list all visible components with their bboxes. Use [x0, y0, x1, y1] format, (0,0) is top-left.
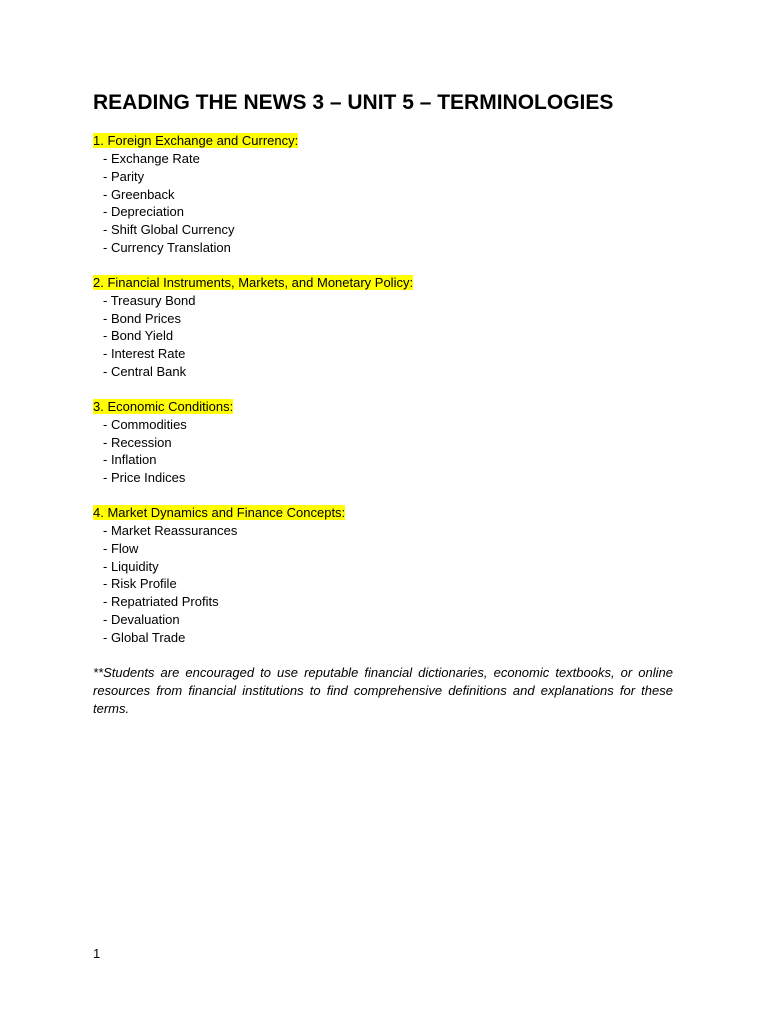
- highlighted-heading-text: 4. Market Dynamics and Finance Concepts:: [93, 504, 346, 520]
- list-item: - Devaluation: [103, 611, 180, 627]
- list-item: - Recession: [103, 434, 172, 450]
- term-list: [93, 292, 673, 381]
- list-item: - Bond Yield: [103, 328, 174, 344]
- list-item: - Commodities: [103, 416, 187, 432]
- study-note: **Students are encouraged to use reputable financial dictionaries, economic textbooks, or online resources from financial institutions to find comprehensive definitions and explanations for these terms.: [93, 664, 673, 716]
- list-item: - Inflation: [103, 452, 157, 468]
- section-financial-instruments: [93, 274, 673, 381]
- list-item: - Parity: [103, 168, 145, 184]
- list-item: - Depreciation: [103, 204, 184, 220]
- term-list: [93, 150, 673, 257]
- list-item: - Repatriated Profits: [103, 594, 219, 610]
- list-item: - Exchange Rate: [103, 151, 200, 166]
- list-item: - Treasury Bond: [103, 292, 196, 308]
- list-item: - Greenback: [103, 186, 175, 202]
- document-title: READING THE NEWS 3 – UNIT 5 – TERMINOLOGIES: [93, 91, 614, 114]
- list-item: - Price Indices: [103, 470, 186, 486]
- section-heading: [93, 398, 673, 416]
- highlighted-heading-text: 3. Economic Conditions:: [93, 398, 234, 414]
- section-heading: [93, 274, 673, 292]
- list-item: - Currency Translation: [103, 239, 231, 255]
- page-number: 1: [93, 946, 101, 961]
- section-heading: [93, 132, 673, 150]
- list-item: - Central Bank: [103, 363, 187, 379]
- term-list: [93, 416, 673, 487]
- section-heading: [93, 504, 673, 522]
- highlighted-heading-text: 2. Financial Instruments, Markets, and Monetary Policy:: [93, 274, 414, 290]
- list-item: - Liquidity: [103, 558, 159, 574]
- section-foreign-exchange: [93, 132, 673, 257]
- list-item: - Risk Profile: [103, 576, 177, 592]
- list-item: - Global Trade: [103, 629, 186, 645]
- section-economic-conditions: [93, 398, 673, 487]
- list-item: - Interest Rate: [103, 346, 186, 362]
- section-market-dynamics: [93, 504, 673, 647]
- list-item: - Market Reassurances: [103, 522, 238, 538]
- list-item: - Bond Prices: [103, 310, 182, 326]
- highlighted-heading-text: 1. Foreign Exchange and Currency:: [93, 133, 299, 148]
- list-item: - Flow: [103, 540, 139, 556]
- document-page: [93, 88, 673, 731]
- list-item: - Shift Global Currency: [103, 222, 235, 238]
- term-list: [93, 522, 673, 647]
